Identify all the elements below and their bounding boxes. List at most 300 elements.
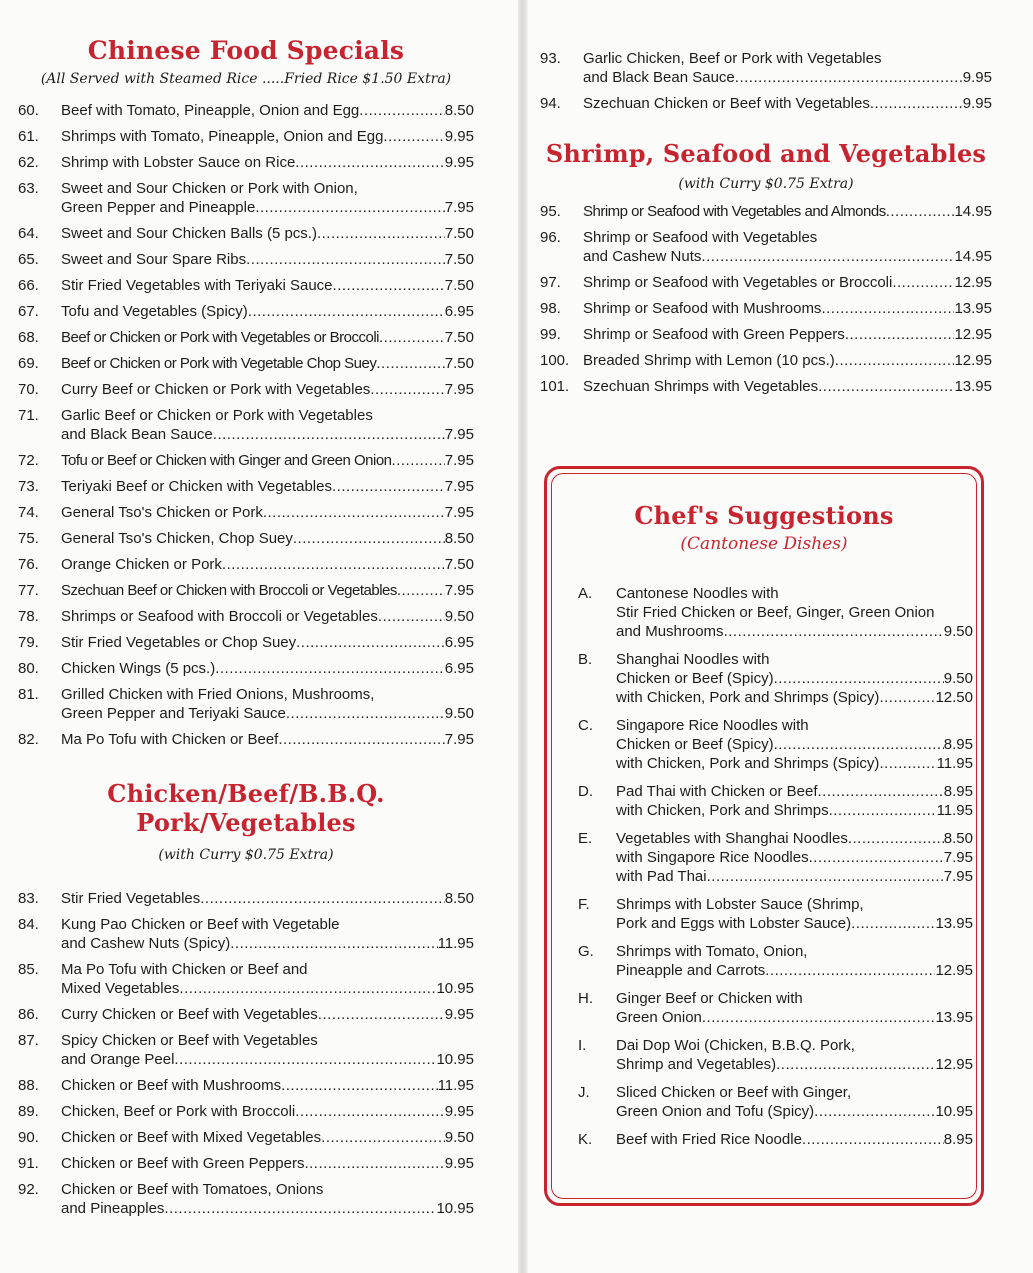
- item-price: 9.50: [943, 670, 973, 687]
- item-number: 68.: [18, 329, 39, 346]
- menu-item: [578, 989, 973, 1027]
- item-body: [61, 153, 474, 172]
- dot-leader: [295, 1102, 445, 1121]
- item-body: [61, 1102, 474, 1121]
- item-name-line: Shanghai Noodles with: [616, 651, 770, 668]
- item-last-line: [61, 380, 474, 399]
- item-name: Stir Fried Vegetables with Teriyaki Sauce: [61, 277, 333, 294]
- item-last-line: [61, 1199, 474, 1218]
- item-name: Chicken Wings (5 pcs.): [61, 660, 216, 677]
- dot-leader: [701, 247, 954, 266]
- item-body: [61, 1076, 474, 1095]
- specials-title: Chinese Food Specials: [87, 36, 405, 65]
- dot-leader: [215, 659, 445, 678]
- item-body: [61, 354, 474, 373]
- menu-item: [18, 503, 474, 522]
- dot-leader: [765, 961, 935, 980]
- item-last-line: [583, 351, 992, 370]
- item-last-line: [61, 276, 474, 295]
- menu-item: [18, 302, 474, 321]
- menu-item: [18, 1102, 474, 1121]
- menu-item: [18, 451, 474, 470]
- menu-item: [18, 1031, 474, 1069]
- seafood-title: Shrimp, Seafood and Vegetables: [545, 139, 987, 168]
- chef-title: Chef's Suggestions: [634, 501, 894, 530]
- dot-leader: [359, 101, 445, 120]
- item-price: 6.95: [444, 660, 474, 677]
- item-number: 70.: [18, 381, 39, 398]
- item-body: [61, 1005, 474, 1024]
- item-last-line: [583, 273, 992, 292]
- item-price: 7.50: [444, 277, 474, 294]
- item-name: Curry Beef or Chicken or Pork with Vegetables: [61, 381, 371, 398]
- item-body: [61, 224, 474, 243]
- dot-leader: [179, 979, 436, 998]
- item-name-line: Ma Po Tofu with Chicken or Beef and: [61, 961, 308, 978]
- menu-item: [540, 299, 992, 318]
- item-number: 63.: [18, 180, 39, 197]
- item-price: 12.95: [954, 274, 992, 291]
- item-number: H.: [578, 990, 593, 1007]
- dot-leader: [376, 354, 444, 373]
- item-name-line: Grilled Chicken with Fried Onions, Mushrooms,: [61, 686, 375, 703]
- item-body: [61, 529, 474, 548]
- dot-leader: [886, 202, 955, 221]
- item-price: 12.95: [954, 352, 992, 369]
- dot-leader: [318, 1005, 445, 1024]
- dot-leader: [724, 622, 944, 641]
- item-name: Tofu and Vegetables (Spicy): [61, 303, 248, 320]
- dot-leader: [392, 451, 445, 470]
- item-last-line: [616, 1130, 973, 1149]
- item-last-line: [61, 425, 474, 444]
- chicken-beef-list: [18, 889, 474, 1218]
- item-name: Ma Po Tofu with Chicken or Beef: [61, 731, 279, 748]
- dot-leader: [814, 1102, 935, 1121]
- item-price: 7.95: [444, 731, 474, 748]
- item-number: G.: [578, 943, 594, 960]
- item-name-line: Dai Dop Woi (Chicken, B.B.Q. Pork,: [616, 1037, 855, 1054]
- menu-item: [540, 273, 992, 292]
- item-number: A.: [578, 585, 593, 602]
- item-name-line: Shrimp or Seafood with Vegetables: [583, 229, 818, 246]
- dot-leader: [774, 735, 944, 754]
- menu-item: [578, 716, 973, 773]
- item-number: 60.: [18, 102, 39, 119]
- dot-leader: [296, 633, 445, 652]
- dot-leader: [333, 276, 445, 295]
- dot-leader: [317, 224, 445, 243]
- item-last-line: [616, 848, 973, 867]
- item-name: Beef or Chicken or Pork with Vegetable Chop Suey: [61, 355, 377, 372]
- item-last-line: [61, 555, 474, 574]
- item-name: Green Onion and Tofu (Spicy): [616, 1103, 815, 1120]
- item-body: [61, 1154, 474, 1173]
- item-name: Szechuan Chicken or Beef with Vegetables: [583, 95, 870, 112]
- dot-leader: [281, 1076, 437, 1095]
- dot-leader: [263, 503, 445, 522]
- item-price: 13.95: [954, 300, 992, 317]
- item-body: [61, 960, 474, 998]
- chicken-beef-list-continued: [540, 49, 992, 113]
- item-number: 92.: [18, 1181, 39, 1198]
- item-body: [616, 895, 973, 933]
- item-number: 75.: [18, 530, 39, 547]
- menu-item: [18, 529, 474, 548]
- chef-list: [578, 584, 973, 1158]
- dot-leader: [848, 829, 944, 848]
- item-body: [616, 782, 973, 820]
- item-last-line: [583, 377, 992, 396]
- item-price: 8.50: [444, 890, 474, 907]
- item-number: 87.: [18, 1032, 39, 1049]
- item-name: General Tso's Chicken, Chop Suey: [61, 530, 293, 547]
- item-price: 12.50: [935, 689, 973, 706]
- item-name: Stir Fried Vegetables or Chop Suey: [61, 634, 297, 651]
- item-body: [583, 377, 992, 396]
- item-name: Mixed Vegetables: [61, 980, 180, 997]
- item-price: 7.50: [444, 225, 474, 242]
- item-name: Beef with Tomato, Pineapple, Onion and Egg: [61, 102, 360, 119]
- menu-item: [578, 584, 973, 641]
- item-last-line: [61, 581, 474, 600]
- item-name: Beef with Fried Rice Noodle: [616, 1131, 802, 1148]
- item-number: C.: [578, 717, 593, 734]
- menu-item: [18, 1154, 474, 1173]
- item-name: Orange Chicken or Pork: [61, 556, 222, 573]
- item-number: 97.: [540, 274, 561, 291]
- dot-leader: [370, 380, 444, 399]
- item-number: 94.: [540, 95, 561, 112]
- item-name: Green Pepper and Pineapple: [61, 199, 256, 216]
- item-body: [616, 942, 973, 980]
- item-name: Sweet and Sour Chicken Balls (5 pcs.): [61, 225, 317, 242]
- item-number: 79.: [18, 634, 39, 651]
- item-body: [616, 829, 973, 886]
- menu-item: [578, 1130, 973, 1149]
- item-body: [61, 581, 474, 600]
- item-last-line: [61, 1050, 474, 1069]
- item-last-line: [61, 1102, 474, 1121]
- item-price: 7.95: [943, 868, 973, 885]
- item-last-line: [616, 829, 973, 848]
- item-number: F.: [578, 896, 590, 913]
- chefs-suggestions-box: [544, 466, 984, 1206]
- item-last-line: [61, 934, 474, 953]
- dot-leader: [286, 704, 445, 723]
- menu-item: [18, 179, 474, 217]
- menu-item: [18, 555, 474, 574]
- item-body: [583, 202, 992, 221]
- item-name: and Black Bean Sauce: [583, 69, 735, 86]
- specials-list: [18, 101, 474, 749]
- item-number: 69.: [18, 355, 39, 372]
- dot-leader: [174, 1050, 436, 1069]
- dot-leader: [879, 688, 935, 707]
- item-body: [583, 299, 992, 318]
- item-last-line: [616, 867, 973, 886]
- item-name: Chicken or Beef (Spicy): [616, 736, 774, 753]
- item-body: [61, 915, 474, 953]
- item-body: [616, 716, 973, 773]
- item-number: 73.: [18, 478, 39, 495]
- item-name: with Pad Thai: [616, 868, 707, 885]
- item-price: 9.50: [444, 1129, 474, 1146]
- item-number: E.: [578, 830, 593, 847]
- item-price: 8.50: [444, 102, 474, 119]
- menu-item: [18, 101, 474, 120]
- item-price: 9.95: [444, 1155, 474, 1172]
- item-number: 80.: [18, 660, 39, 677]
- dot-leader: [397, 581, 445, 600]
- item-number: 90.: [18, 1129, 39, 1146]
- item-number: 93.: [540, 50, 561, 67]
- item-last-line: [61, 704, 474, 723]
- item-last-line: [616, 1055, 973, 1074]
- item-last-line: [61, 503, 474, 522]
- item-name: with Singapore Rice Noodles: [616, 849, 809, 866]
- item-name: Tofu or Beef or Chicken with Ginger and Green Onion: [61, 452, 392, 469]
- item-name: and Cashew Nuts: [583, 248, 702, 265]
- item-body: [61, 730, 474, 749]
- item-price: 8.50: [943, 830, 973, 847]
- item-price: 9.95: [962, 69, 992, 86]
- page-fold: [518, 0, 528, 1273]
- item-number: 76.: [18, 556, 39, 573]
- item-price: 11.95: [936, 755, 973, 772]
- item-name: Shrimp or Seafood with Mushrooms: [583, 300, 822, 317]
- menu-item: [18, 960, 474, 998]
- item-body: [61, 659, 474, 678]
- chicken-beef-title: Chicken/Beef/B.B.Q. Pork/Vegetables: [107, 779, 385, 837]
- item-price: 10.95: [436, 980, 474, 997]
- item-price: 13.95: [935, 1009, 973, 1026]
- item-last-line: [616, 801, 973, 820]
- item-number: 71.: [18, 407, 39, 424]
- item-price: 8.95: [943, 736, 973, 753]
- item-body: [61, 250, 474, 269]
- item-body: [61, 328, 474, 347]
- dot-leader: [851, 914, 935, 933]
- item-price: 13.95: [954, 378, 992, 395]
- menu-item: [18, 915, 474, 953]
- item-number: 82.: [18, 731, 39, 748]
- dot-leader: [776, 1055, 935, 1074]
- menu-item: [578, 829, 973, 886]
- item-last-line: [616, 622, 973, 641]
- item-number: 72.: [18, 452, 39, 469]
- item-body: [61, 1180, 474, 1218]
- item-number: 83.: [18, 890, 39, 907]
- item-body: [61, 685, 474, 723]
- item-name: Szechuan Beef or Chicken with Broccoli or Vegetables: [61, 582, 397, 599]
- dot-leader: [246, 250, 445, 269]
- dot-leader: [892, 273, 954, 292]
- item-price: 10.95: [436, 1051, 474, 1068]
- item-last-line: [61, 979, 474, 998]
- menu-item: [578, 650, 973, 707]
- menu-item: [540, 377, 992, 396]
- item-name: and Pineapples: [61, 1200, 165, 1217]
- item-name: Szechuan Shrimps with Vegetables: [583, 378, 819, 395]
- menu-item: [18, 354, 474, 373]
- dot-leader: [278, 730, 444, 749]
- item-last-line: [61, 1005, 474, 1024]
- item-number: I.: [578, 1037, 587, 1054]
- item-body: [616, 989, 973, 1027]
- menu-item: [578, 782, 973, 820]
- left-column: [18, 0, 474, 1225]
- dot-leader: [230, 934, 437, 953]
- dot-leader: [818, 782, 944, 801]
- item-name-line: Sweet and Sour Chicken or Pork with Onion,: [61, 180, 358, 197]
- dot-leader: [707, 867, 944, 886]
- item-number: 84.: [18, 916, 39, 933]
- item-number: 64.: [18, 225, 39, 242]
- dot-leader: [379, 328, 445, 347]
- dot-leader: [293, 529, 445, 548]
- menu-item: [18, 581, 474, 600]
- item-body: [61, 380, 474, 399]
- menu-item: [18, 153, 474, 172]
- item-name: Shrimps with Tomato, Pineapple, Onion and Egg: [61, 128, 384, 145]
- item-last-line: [61, 101, 474, 120]
- item-name: Chicken or Beef with Mushrooms: [61, 1077, 282, 1094]
- item-price: 7.95: [444, 452, 474, 469]
- item-body: [61, 451, 474, 470]
- item-number: 67.: [18, 303, 39, 320]
- item-price: 9.50: [444, 705, 474, 722]
- menu-item: [18, 250, 474, 269]
- chef-subtitle: (Cantonese Dishes): [680, 534, 848, 554]
- item-last-line: [583, 325, 992, 344]
- item-last-line: [61, 607, 474, 626]
- item-last-line: [583, 94, 992, 113]
- item-price: 7.95: [444, 199, 474, 216]
- item-name: and Cashew Nuts (Spicy): [61, 935, 231, 952]
- item-price: 7.95: [444, 478, 474, 495]
- item-number: 85.: [18, 961, 39, 978]
- item-last-line: [61, 198, 474, 217]
- item-name: and Mushrooms: [616, 623, 724, 640]
- item-body: [61, 889, 474, 908]
- dot-leader: [821, 299, 954, 318]
- menu-item: [18, 1180, 474, 1218]
- item-name: Shrimp or Seafood with Vegetables and Almonds: [583, 203, 886, 220]
- dot-leader: [248, 302, 445, 321]
- menu-item: [18, 224, 474, 243]
- item-last-line: [61, 1076, 474, 1095]
- item-price: 8.95: [943, 1131, 973, 1148]
- item-name-line: Singapore Rice Noodles with: [616, 717, 809, 734]
- menu-item: [540, 325, 992, 344]
- item-name: Pad Thai with Chicken or Beef: [616, 783, 818, 800]
- menu-item: [18, 607, 474, 626]
- item-body: [61, 503, 474, 522]
- item-body: [583, 273, 992, 292]
- item-number: J.: [578, 1084, 590, 1101]
- dot-leader: [332, 477, 445, 496]
- dot-leader: [802, 1130, 944, 1149]
- item-price: 10.95: [935, 1103, 973, 1120]
- item-body: [616, 584, 973, 641]
- item-name: Vegetables with Shanghai Noodles: [616, 830, 848, 847]
- item-body: [61, 477, 474, 496]
- dot-leader: [164, 1199, 436, 1218]
- item-number: B.: [578, 651, 593, 668]
- item-price: 7.95: [444, 582, 474, 599]
- item-number: 65.: [18, 251, 39, 268]
- item-body: [61, 101, 474, 120]
- item-body: [61, 1128, 474, 1147]
- item-price: 12.95: [954, 326, 992, 343]
- item-name: Breaded Shrimp with Lemon (10 pcs.): [583, 352, 835, 369]
- item-number: 62.: [18, 154, 39, 171]
- item-name: Pineapple and Carrots: [616, 962, 766, 979]
- menu-item: [18, 730, 474, 749]
- item-name-line: Shrimps with Tomato, Onion,: [616, 943, 808, 960]
- dot-leader: [735, 68, 963, 87]
- item-name-line: Kung Pao Chicken or Beef with Vegetable: [61, 916, 340, 933]
- item-name-line: Chicken or Beef with Tomatoes, Onions: [61, 1181, 324, 1198]
- item-body: [61, 276, 474, 295]
- dot-leader: [702, 1008, 936, 1027]
- item-last-line: [61, 529, 474, 548]
- item-body: [616, 1083, 973, 1121]
- item-last-line: [61, 477, 474, 496]
- item-last-line: [61, 730, 474, 749]
- item-body: [583, 49, 992, 87]
- dot-leader: [835, 351, 955, 370]
- item-name: Shrimp and Vegetables): [616, 1056, 777, 1073]
- item-number: 66.: [18, 277, 39, 294]
- item-price: 9.95: [444, 154, 474, 171]
- item-number: 91.: [18, 1155, 39, 1172]
- item-price: 9.95: [444, 128, 474, 145]
- item-last-line: [616, 669, 973, 688]
- item-body: [61, 555, 474, 574]
- menu-item: [18, 477, 474, 496]
- seafood-subtitle: (with Curry $0.75 Extra): [678, 176, 854, 192]
- item-number: D.: [578, 783, 593, 800]
- item-last-line: [61, 633, 474, 652]
- dot-leader: [213, 425, 445, 444]
- item-number: 98.: [540, 300, 561, 317]
- item-number: 78.: [18, 608, 39, 625]
- item-name: General Tso's Chicken or Pork: [61, 504, 263, 521]
- item-price: 7.95: [444, 504, 474, 521]
- item-price: 7.50: [444, 251, 474, 268]
- item-name: Chicken or Beef (Spicy): [616, 670, 774, 687]
- item-last-line: [583, 202, 992, 221]
- item-number: 81.: [18, 686, 39, 703]
- item-last-line: [616, 961, 973, 980]
- menu-item: [540, 228, 992, 266]
- item-body: [61, 607, 474, 626]
- item-price: 8.50: [444, 530, 474, 547]
- item-number: 74.: [18, 504, 39, 521]
- item-price: 12.95: [935, 1056, 973, 1073]
- item-body: [61, 1031, 474, 1069]
- item-name-line: Sliced Chicken or Beef with Ginger,: [616, 1084, 852, 1101]
- item-name: Chicken or Beef with Green Peppers: [61, 1155, 305, 1172]
- item-last-line: [583, 299, 992, 318]
- dot-leader: [383, 127, 444, 146]
- item-name: Shrimp with Lobster Sauce on Rice: [61, 154, 296, 171]
- item-last-line: [61, 1154, 474, 1173]
- item-price: 7.95: [444, 381, 474, 398]
- dot-leader: [295, 153, 445, 172]
